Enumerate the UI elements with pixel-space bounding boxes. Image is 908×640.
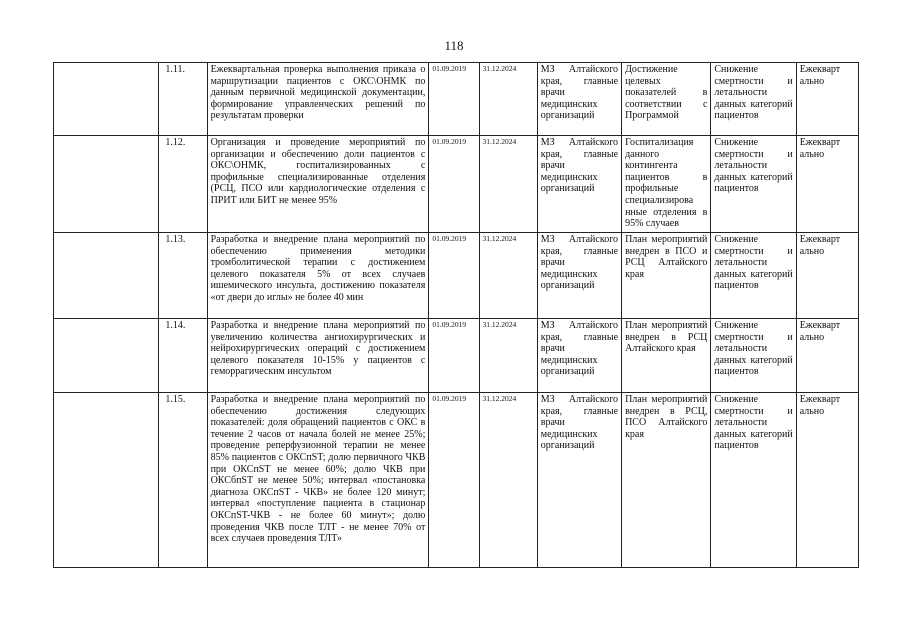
- result-cell: Госпитализация данного контингента пациентов в профильные специализирова нные отделения в 95% случаев: [622, 136, 711, 233]
- table-row: [54, 63, 859, 136]
- result-cell: План мероприятий внедрен в ПСО и РСЦ Алтайского края: [622, 233, 711, 319]
- end-date: 31.12.2024: [479, 63, 537, 136]
- start-date: 01.09.2019: [429, 393, 479, 568]
- page-number: 118: [444, 38, 464, 53]
- effect-cell: Снижение смертности и летальности данных категорий пациентов: [711, 393, 796, 568]
- start-date: 01.09.2019: [429, 136, 479, 233]
- measures-table: [53, 62, 859, 568]
- table-row: [54, 393, 859, 568]
- effect-cell: Снижение смертности и летальности данных категорий пациентов: [711, 136, 796, 233]
- start-date: 01.09.2019: [429, 233, 479, 319]
- item-number: 1.11.: [159, 63, 207, 136]
- control-cell: Ежекварт ально: [796, 233, 858, 319]
- empty-cell: [54, 393, 159, 568]
- result-cell: План мероприятий внедрен в РСЦ, ПСО Алтайского края: [622, 393, 711, 568]
- result-cell: Достижение целевых показателей в соответствии с Программой: [622, 63, 711, 136]
- item-number: 1.12.: [159, 136, 207, 233]
- responsible-cell: МЗ Алтайского края, главные врачи медицинских организаций: [537, 136, 621, 233]
- activity-cell: Разработка и внедрение плана мероприятий по увеличению количества ангиохирургических и нейрохирургических операций с достижением целевого показателя 10-15% у пациентов с геморрагическим инсультом: [207, 319, 429, 393]
- item-number: 1.15.: [159, 393, 207, 568]
- control-cell: Ежекварт ально: [796, 393, 858, 568]
- empty-cell: [54, 136, 159, 233]
- result-cell: План мероприятий внедрен в РСЦ Алтайского края: [622, 319, 711, 393]
- start-date: 01.09.2019: [429, 63, 479, 136]
- effect-cell: Снижение смертности и летальности данных категорий пациентов: [711, 63, 796, 136]
- effect-cell: Снижение смертности и летальности данных категорий пациентов: [711, 319, 796, 393]
- empty-cell: [54, 319, 159, 393]
- table-row: [54, 136, 859, 233]
- activity-cell: Разработка и внедрение плана мероприятий по обеспечению применения методики тромболитической терапии с достижением целевого показателя 5% от всех случаев ишемического инсульта, достижению показателя «от двери до иглы» не более 40 мин: [207, 233, 429, 319]
- end-date: 31.12.2024: [479, 319, 537, 393]
- item-number: 1.14.: [159, 319, 207, 393]
- end-date: 31.12.2024: [479, 233, 537, 319]
- effect-cell: Снижение смертности и летальности данных категорий пациентов: [711, 233, 796, 319]
- end-date: 31.12.2024: [479, 393, 537, 568]
- responsible-cell: МЗ Алтайского края, главные врачи медицинских организаций: [537, 63, 621, 136]
- empty-cell: [54, 63, 159, 136]
- activity-cell: Разработка и внедрение плана мероприятий по обеспечению достижения следующих показателей: доля обращений пациентов с ОКС в течение 2 часов от начала болей не менее 25%; проведение реперфузионной терапии не менее 85% пациентов с ОКСпST; долю первичного ЧКВ при ОКСпST не менее 60%; долю ЧКВ при ОКСбпST не менее 50%; интервал «постановка диагноза ОКСпST - ЧКВ» не более 120 минут; интервал «поступление пациента в стационар ОКСпST-ЧКВ - не более 60 минут»; долю проведения ЧКВ после ТЛТ - не менее 70% от всех случаев проведения ТЛТ»: [207, 393, 429, 568]
- responsible-cell: МЗ Алтайского края, главные врачи медицинских организаций: [537, 393, 621, 568]
- control-cell: Ежекварт ально: [796, 136, 858, 233]
- activity-cell: Ежеквартальная проверка выполнения приказа о маршрутизации пациентов с ОКС\ОНМК по данным первичной медицинской документации, формирование управленческих решений по результатам проверки: [207, 63, 429, 136]
- activity-cell: Организация и проведение мероприятий по организации и обеспечению доли пациентов с ОКС\ОНМК, госпитализированных с профильные специализированные отделения (РСЦ, ПСО или кардиологические отделения с ПРИТ или БИТ не менее 95%: [207, 136, 429, 233]
- item-number: 1.13.: [159, 233, 207, 319]
- responsible-cell: МЗ Алтайского края, главные врачи медицинских организаций: [537, 319, 621, 393]
- control-cell: Ежекварт ально: [796, 319, 858, 393]
- empty-cell: [54, 233, 159, 319]
- responsible-cell: МЗ Алтайского края, главные врачи медицинских организаций: [537, 233, 621, 319]
- table-row: [54, 233, 859, 319]
- table-row: [54, 319, 859, 393]
- end-date: 31.12.2024: [479, 136, 537, 233]
- control-cell: Ежекварт ально: [796, 63, 858, 136]
- start-date: 01.09.2019: [429, 319, 479, 393]
